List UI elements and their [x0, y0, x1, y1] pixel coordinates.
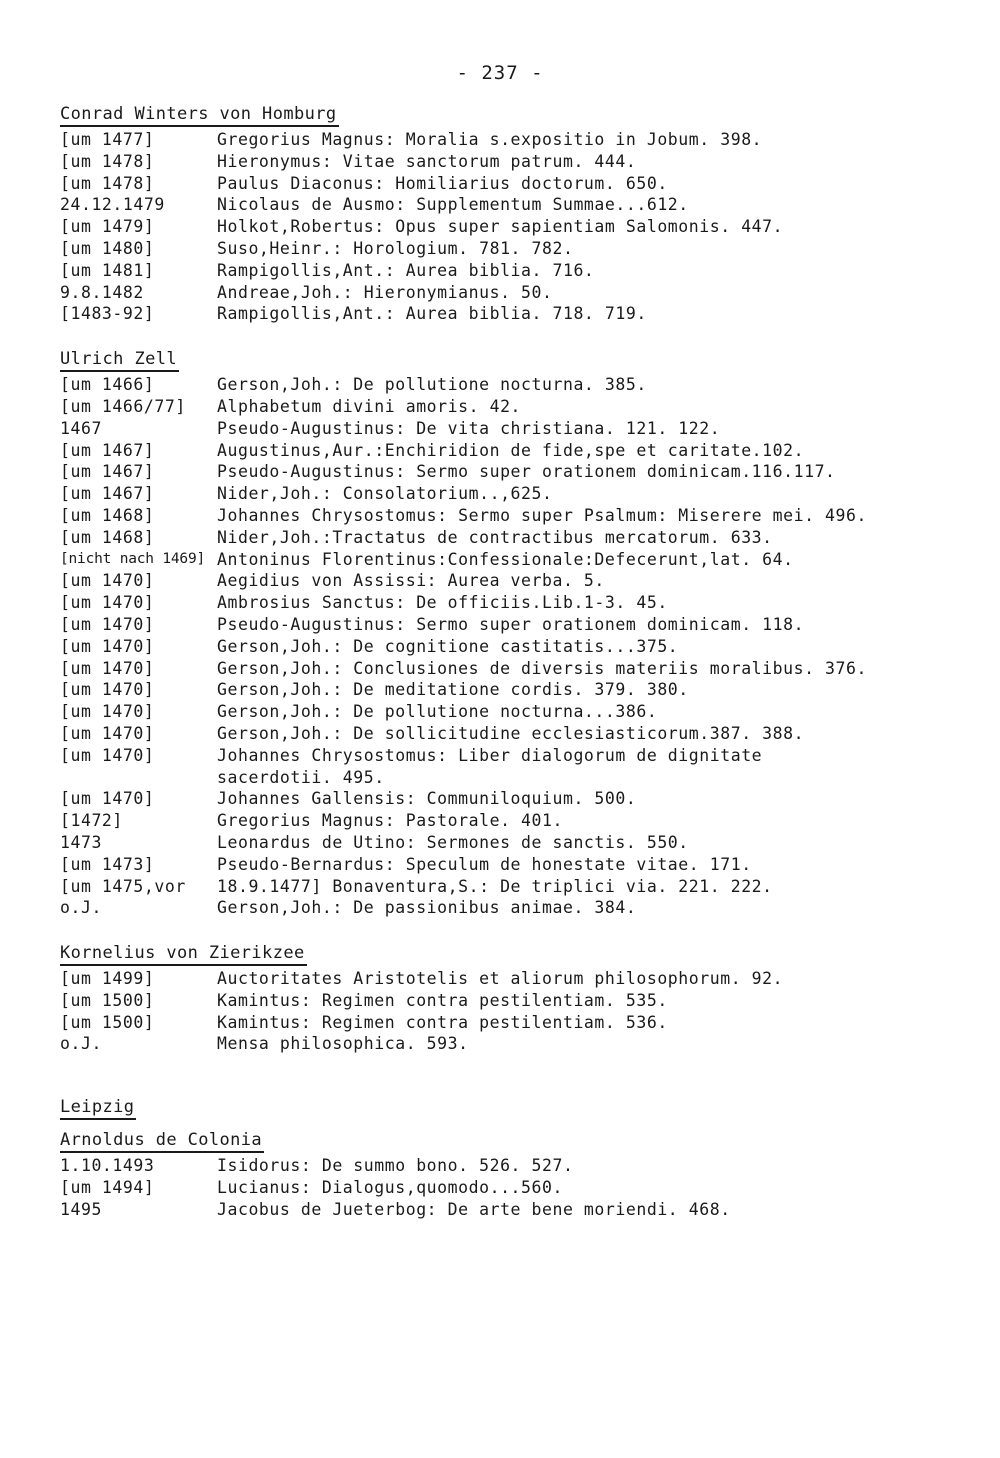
entry-date: [um 1470]: [60, 745, 155, 765]
printer-section: [60, 104, 880, 325]
entry-row: [60, 854, 880, 876]
entry-text: Mensa philosophica. 593.: [217, 1034, 469, 1054]
entry-date: [um 1470]: [60, 636, 155, 656]
printer-section: [60, 1130, 880, 1220]
entry-text: Pseudo-Augustinus: Sermo super orationem dominicam.116.117.: [217, 462, 836, 482]
entry-date: 9.8.1482: [60, 282, 144, 302]
entry-text: Nider,Joh.:Tractatus de contractibus mercatorum. 633.: [217, 527, 773, 547]
entry-text: Paulus Diaconus: Homiliarius doctorum. 650.: [217, 173, 668, 193]
entry-row: [60, 990, 880, 1012]
entry-date: 1473: [60, 832, 102, 852]
entry-text: Gregorius Magnus: Moralia s.expositio in Jobum. 398.: [217, 130, 763, 149]
entry-text: Isidorus: De summo bono. 526. 527.: [217, 1156, 574, 1176]
entry-date: [um 1478]: [60, 173, 155, 193]
entry-date: [um 1494]: [60, 1178, 155, 1198]
entry-row: [60, 282, 880, 304]
entry-row: [60, 173, 880, 195]
entry-date: [um 1468]: [60, 527, 155, 547]
entry-row: [60, 303, 880, 325]
entry-text: Nider,Joh.: Consolatorium..,625.: [217, 484, 553, 504]
entry-row: [60, 876, 880, 898]
entry-date: [um 1470]: [60, 593, 155, 613]
entry-text: Auctoritates Aristotelis et aliorum philosophorum. 92.: [217, 969, 784, 989]
entry-date: [um 1470]: [60, 702, 155, 722]
entry-row: [60, 679, 880, 701]
entry-text: Gerson,Joh.: De passionibus animae. 384.: [217, 898, 637, 918]
entry-row: [60, 810, 880, 832]
entry-text: Johannes Gallensis: Communiloquium. 500.: [217, 789, 637, 809]
place-block: [60, 1079, 880, 1130]
entry-row: [60, 418, 880, 440]
entry-date: [um 1468]: [60, 505, 155, 525]
entry-date: [um 1480]: [60, 238, 155, 258]
entry-date: [1483-92]: [60, 304, 155, 324]
printer-section: [60, 349, 880, 919]
entry-date: [um 1500]: [60, 1012, 155, 1032]
entry-date: [um 1466/77]: [60, 396, 186, 416]
entry-date: [um 1470]: [60, 680, 155, 700]
entry-date: [um 1467]: [60, 462, 155, 482]
entry-row: [60, 396, 880, 418]
entry-text: Pseudo-Bernardus: Speculum de honestate vitae. 171.: [217, 854, 752, 874]
entry-row: [60, 151, 880, 173]
entry-date: o.J.: [60, 1034, 102, 1054]
entry-text: Antoninus Florentinus:Confessionale:Defecerunt,lat. 64.: [217, 549, 794, 569]
entry-row: [60, 440, 880, 462]
entry-text: Gregorius Magnus: Pastorale. 401.: [217, 811, 563, 831]
entry-row: [60, 129, 880, 151]
entry-text: Hieronymus: Vitae sanctorum patrum. 444.: [217, 151, 637, 171]
printer-heading: Kornelius von Zierikzee: [60, 943, 307, 966]
entry-text: Rampigollis,Ant.: Aurea biblia. 718. 719.: [217, 304, 647, 324]
entry-date: [um 1481]: [60, 260, 155, 280]
printer-heading: Ulrich Zell: [60, 349, 179, 372]
entry-date: [um 1470]: [60, 658, 155, 678]
place-heading: Leipzig: [60, 1097, 136, 1120]
entry-date: [um 1479]: [60, 217, 155, 237]
entry-text: Rampigollis,Ant.: Aurea biblia. 716.: [217, 260, 595, 280]
entry-text: Gerson,Joh.: De meditatione cordis. 379. 380.: [217, 680, 689, 700]
entry-text: Ambrosius Sanctus: De officiis.Lib.1-3. 45.: [217, 593, 668, 613]
entry-row: [60, 570, 880, 592]
entry-row: [60, 549, 880, 571]
entry-text: Kamintus: Regimen contra pestilentiam. 536.: [217, 1012, 668, 1032]
entry-row: [60, 483, 880, 505]
entry-text: Gerson,Joh.: De pollutione nocturna. 385.: [217, 375, 647, 395]
entry-text: Suso,Heinr.: Horologium. 781. 782.: [217, 238, 574, 258]
page-number: - 237 -: [456, 62, 544, 84]
printer-heading: Conrad Winters von Homburg: [60, 104, 339, 127]
entry-row: [60, 527, 880, 549]
entry-text: Johannes Chrysostomus: Sermo super Psalmum: Miserere mei. 496.: [217, 505, 867, 525]
entry-text: Leonardus de Utino: Sermones de sanctis. 550.: [217, 832, 689, 852]
entry-row: [60, 788, 880, 810]
printer-heading: Arnoldus de Colonia: [60, 1130, 264, 1153]
entry-row: [60, 897, 880, 919]
entry-date: [um 1499]: [60, 969, 155, 989]
entry-row: [60, 968, 880, 990]
entry-date: [nicht nach 1469]: [60, 550, 206, 567]
entry-row: [60, 745, 880, 789]
entry-date: [um 1473]: [60, 854, 155, 874]
register-content: [60, 104, 880, 1245]
entry-row: [60, 701, 880, 723]
entry-row: [60, 461, 880, 483]
entry-row: [60, 1155, 880, 1177]
entry-text: Gerson,Joh.: De sollicitudine ecclesiasticorum.387. 388.: [217, 723, 805, 743]
entry-row: [60, 216, 880, 238]
entry-date: [um 1467]: [60, 440, 155, 460]
entry-text: Johannes Chrysostomus: Liber dialogorum de dignitate sacerdotii. 495.: [217, 745, 763, 787]
entry-date: 1467: [60, 418, 102, 438]
entry-date: 1.10.1493: [60, 1156, 155, 1176]
entry-row: [60, 1177, 880, 1199]
entry-row: [60, 1199, 880, 1221]
entry-text: Nicolaus de Ausmo: Supplementum Summae...612.: [217, 195, 689, 215]
entry-row: [60, 374, 880, 396]
entry-date: [um 1475,vor: [60, 876, 186, 896]
entry-text: Andreae,Joh.: Hieronymianus. 50.: [217, 282, 553, 302]
entry-row: [60, 832, 880, 854]
entry-row: [60, 658, 880, 680]
entry-row: [60, 636, 880, 658]
entry-date: [um 1478]: [60, 151, 155, 171]
entry-text: 18.9.1477] Bonaventura,S.: De triplici via. 221. 222.: [217, 876, 773, 896]
entry-date: [um 1470]: [60, 789, 155, 809]
entry-row: [60, 505, 880, 527]
entry-date: [um 1470]: [60, 723, 155, 743]
entry-row: [60, 260, 880, 282]
entry-text: Pseudo-Augustinus: De vita christiana. 121. 122.: [217, 418, 721, 438]
entry-text: Gerson,Joh.: De cognitione castitatis...375.: [217, 636, 679, 656]
entry-date: 24.12.1479: [60, 195, 165, 215]
entry-date: 1495: [60, 1199, 102, 1219]
entry-date: [um 1500]: [60, 990, 155, 1010]
entry-text: Kamintus: Regimen contra pestilentiam. 535.: [217, 990, 668, 1010]
printer-section: [60, 943, 880, 1055]
entry-text: Pseudo-Augustinus: Sermo super orationem dominicam. 118.: [217, 614, 805, 634]
entry-date: [um 1466]: [60, 375, 155, 395]
entry-row: [60, 238, 880, 260]
entry-date: [um 1470]: [60, 571, 155, 591]
entry-row: [60, 723, 880, 745]
entry-date: [um 1477]: [60, 130, 155, 149]
entry-row: [60, 1033, 880, 1055]
entry-text: Jacobus de Jueterbog: De arte bene moriendi. 468.: [217, 1199, 731, 1219]
entry-date: o.J.: [60, 898, 102, 918]
entry-text: Alphabetum divini amoris. 42.: [217, 396, 522, 416]
entry-text: Gerson,Joh.: De pollutione nocturna...386.: [217, 702, 658, 722]
entry-date: [um 1470]: [60, 614, 155, 634]
entry-row: [60, 592, 880, 614]
entry-text: Aegidius von Assissi: Aurea verba. 5.: [217, 571, 605, 591]
entry-row: [60, 194, 880, 216]
entry-date: [um 1467]: [60, 484, 155, 504]
entry-row: [60, 614, 880, 636]
entry-date: [1472]: [60, 811, 123, 831]
entry-text: Augustinus,Aur.:Enchiridion de fide,spe et caritate.102.: [217, 440, 805, 460]
entry-text: Lucianus: Dialogus,quomodo...560.: [217, 1178, 563, 1198]
entry-text: Holkot,Robertus: Opus super sapientiam Salomonis. 447.: [217, 217, 784, 237]
entry-row: [60, 1012, 880, 1034]
entry-text: Gerson,Joh.: Conclusiones de diversis materiis moralibus. 376.: [217, 658, 867, 678]
